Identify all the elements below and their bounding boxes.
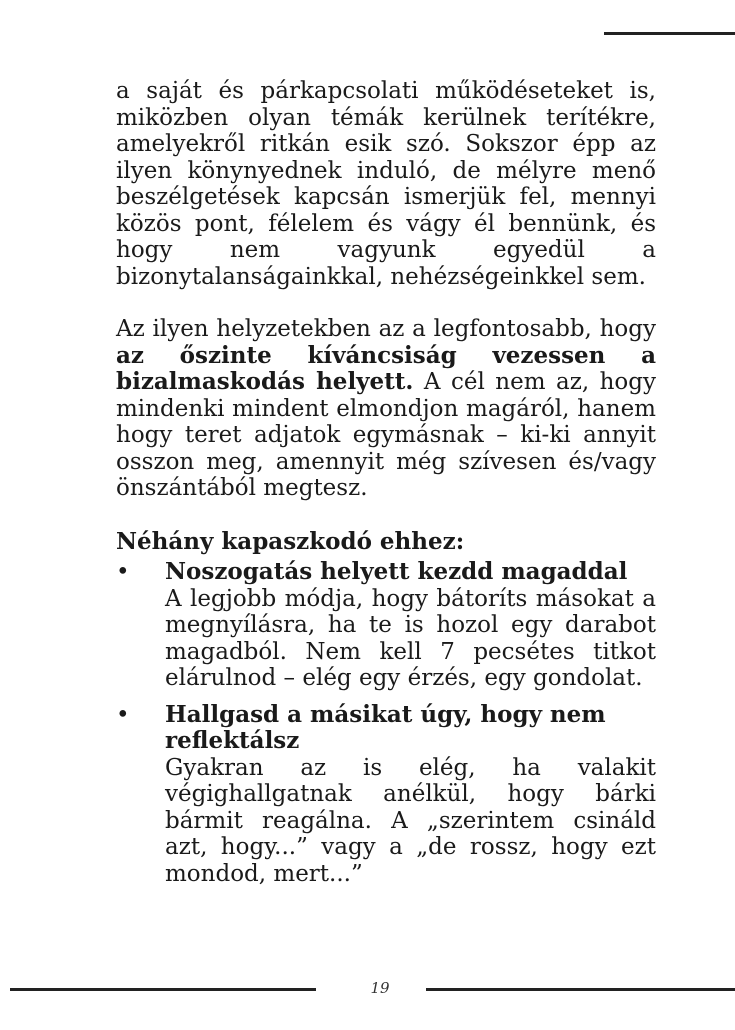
bullet-marker: • bbox=[116, 701, 130, 728]
paragraph-1 bbox=[116, 78, 656, 290]
list-item-text: Gyakran az is elég, ha valakit végighallgatnak anélkül, hogy bárki bármit reagálna. A „szerintem csináld azt, hogy...” vagy a „de rossz, hogy ezt mondod, mert...” bbox=[165, 754, 656, 887]
header-rule bbox=[604, 32, 735, 35]
list-heading: Néhány kapaszkodó ehhez: bbox=[116, 527, 465, 555]
footer-rule-gap bbox=[0, 988, 10, 991]
paragraph-1-text: a saját és párkapcsolati működéseteket is, miközben olyan témák kerülnek terítékre, amelyekről ritkán esik szó. Sokszor épp az ilyen könynyednek induló, de mélyre menő beszélgetések kapcsán ismerjük fel, mennyi közös pont, félelem és vágy él bennünk, és hogy nem vagyunk egyedül a bizonytalanságainkkal, nehézségeinkkel sem. bbox=[116, 78, 656, 290]
paragraph-2-text-end: A cél nem az, hogy mindenki mindent elmondjon magáról, hanem hogy teret adjatok egymásnak – ki-ki annyit osszon meg, amennyit még szívesen és/vagy önszántából megtesz. bbox=[116, 369, 656, 501]
paragraph-2-text-start: Az ilyen helyzetekben az a legfontosabb, hogy bbox=[116, 316, 656, 342]
list-item bbox=[116, 702, 656, 888]
page-body bbox=[116, 78, 656, 897]
list-item-title: Noszogatás helyett kezdd magaddal bbox=[165, 558, 628, 585]
page-number: 19 bbox=[370, 979, 390, 997]
list-item-title: Hallgasd a másikat úgy, hogy nem reflektálsz bbox=[165, 700, 606, 754]
tips-list bbox=[116, 559, 656, 887]
paragraph-2-emphasis: az őszinte kíváncsiság vezessen a bizalmaskodás helyett. bbox=[116, 341, 656, 395]
footer-rule-left bbox=[0, 988, 316, 991]
footer-rule-right bbox=[426, 988, 735, 991]
paragraph-2 bbox=[116, 316, 656, 502]
bullet-marker: • bbox=[116, 559, 130, 585]
list-item-text: A legjobb módja, hogy bátoríts másokat a megnyílásra, ha te is hozol egy darabot magadból. Nem kell 7 pecsétes titkot elárulnod – elég egy érzés, egy gondolat. bbox=[165, 585, 656, 691]
list-item bbox=[116, 559, 656, 692]
